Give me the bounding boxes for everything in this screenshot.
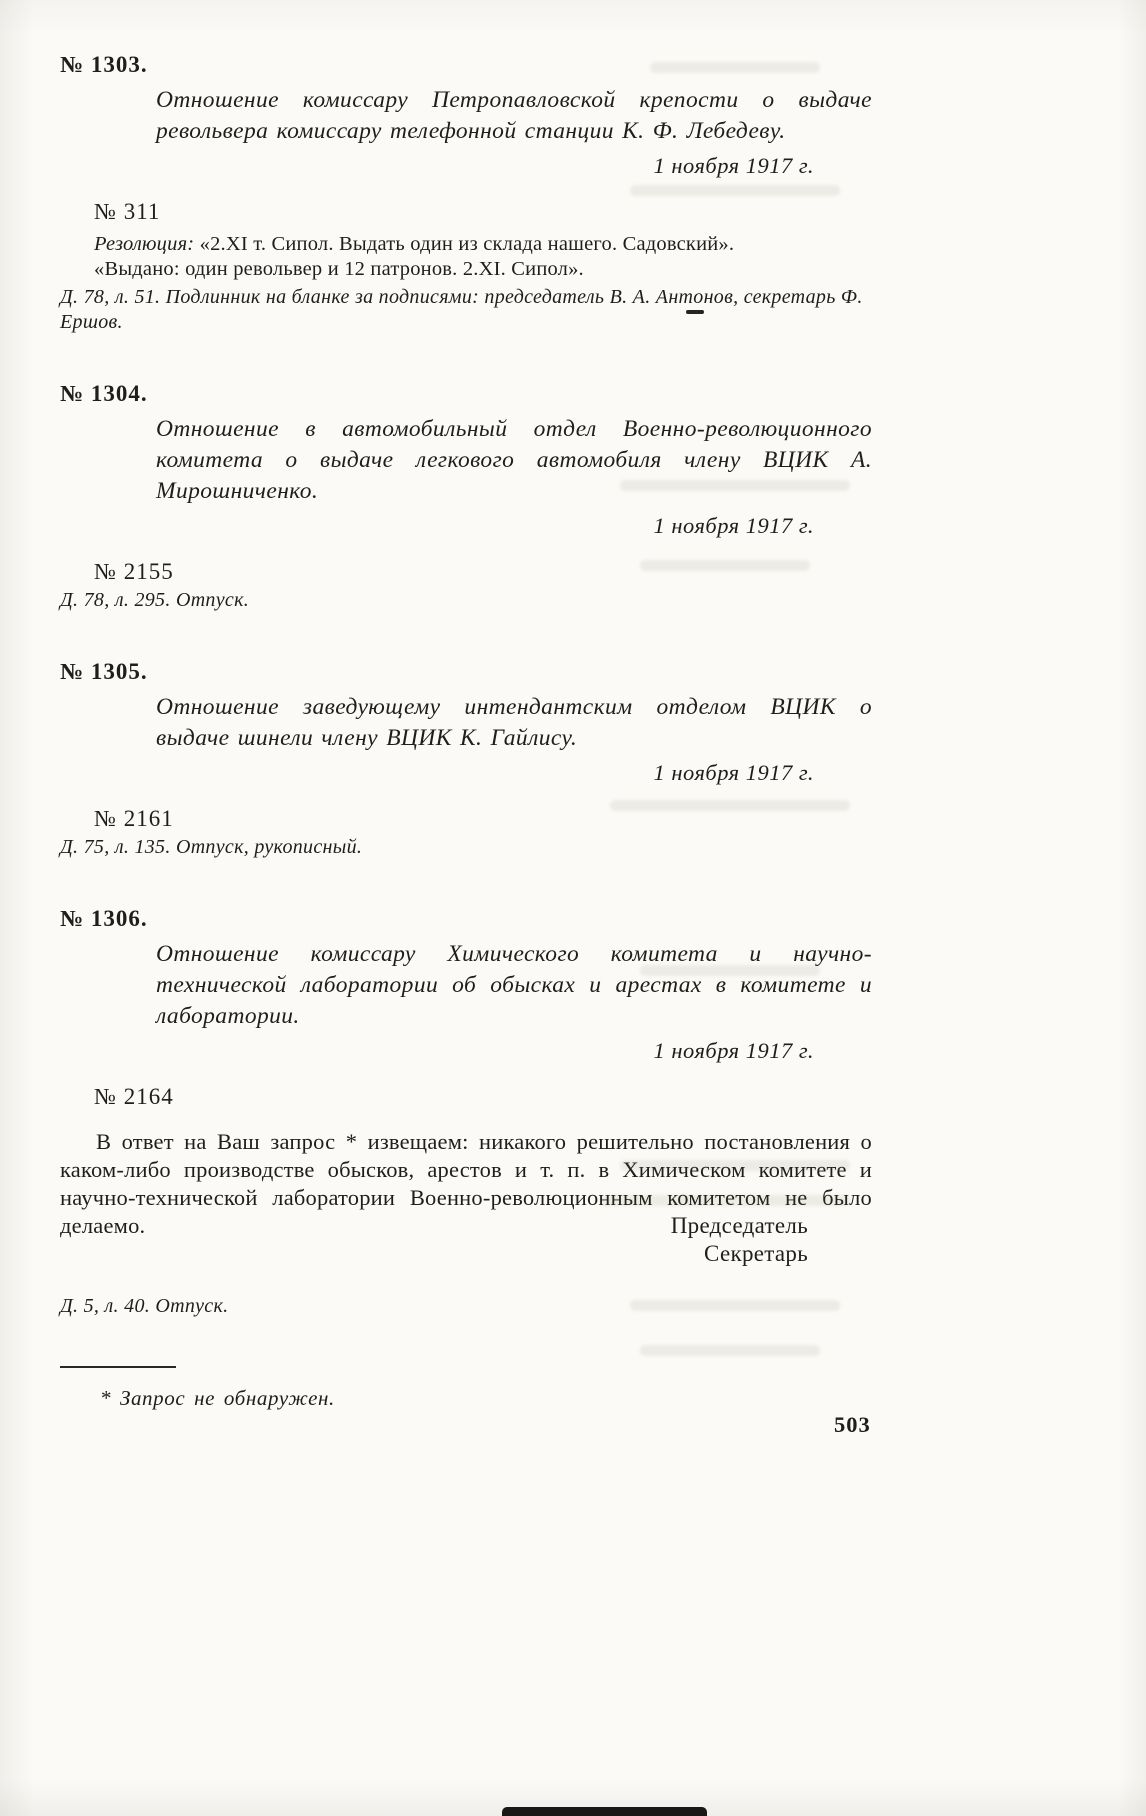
text-column bbox=[60, 52, 872, 1319]
resolution-note: «Выдано: один револьвер и 12 патронов. 2.XI. Сипол». bbox=[94, 258, 584, 280]
resolution-label: Резолюция: bbox=[94, 233, 195, 255]
entry-title: Отношение комиссару Петропавловской крепости о выдаче револьвера комиссару телефонной станции К. Ф. Лебедеву. bbox=[156, 87, 872, 144]
entry-title: Отношение в автомобильный отдел Военно-революционного комитета о выдаче легкового автомобиля члену ВЦИК А. Мирошниченко. bbox=[156, 416, 872, 504]
stray-mark-artifact bbox=[686, 310, 704, 314]
ink-smudge-artifact bbox=[502, 1807, 707, 1816]
archive-entry-1305 bbox=[60, 659, 872, 860]
entry-title: Отношение комиссару Химического комитета и научно-технической лаборатории об обысках и арестах в комитете и лаборатории. bbox=[156, 941, 872, 1029]
footnote-separator bbox=[60, 1366, 176, 1368]
entry-number: № 1305. bbox=[60, 659, 148, 684]
doc-number: № 2161 bbox=[94, 806, 174, 831]
page-number: 503 bbox=[834, 1412, 871, 1437]
entry-date: 1 ноября 1917 г. bbox=[653, 760, 814, 785]
signature-secretary: Секретарь bbox=[704, 1241, 808, 1266]
entry-title: Отношение заведующему интендантским отделом ВЦИК о выдаче шинели члену ВЦИК К. Гайлису. bbox=[156, 694, 872, 751]
archival-reference: Д. 75, л. 135. Отпуск, рукописный. bbox=[60, 836, 363, 858]
signature-chairman: Председатель bbox=[670, 1213, 808, 1238]
entry-number: № 1306. bbox=[60, 906, 148, 931]
document-body-paragraph: В ответ на Ваш запрос * извещаем: никакого решительно постановления о каком-либо производстве обысков, арестов и т. п. в Химическом комитете и научно-технической лаборатории Военно-революционным комитетом не было делаемо. bbox=[60, 1129, 872, 1238]
entry-number: № 1304. bbox=[60, 381, 148, 406]
archive-entry-1303 bbox=[60, 52, 872, 335]
resolution-line bbox=[94, 232, 872, 257]
archival-reference: Д. 78, л. 51. Подлинник на бланке за подписями: председатель В. А. Антонов, секретарь Ф. Ершов. bbox=[60, 286, 863, 333]
resolution-text: «2.XI т. Сипол. Выдать один из склада нашего. Садовский». bbox=[199, 233, 735, 255]
entry-date: 1 ноября 1917 г. bbox=[653, 153, 814, 178]
archive-entry-1306 bbox=[60, 906, 872, 1319]
archival-reference: Д. 78, л. 295. Отпуск. bbox=[60, 589, 250, 611]
entry-date: 1 ноября 1917 г. bbox=[653, 513, 814, 538]
footnote-text: * Запрос не обнаружен. bbox=[100, 1386, 335, 1410]
archival-reference: Д. 5, л. 40. Отпуск. bbox=[60, 1295, 229, 1317]
entry-date: 1 ноября 1917 г. bbox=[653, 1038, 814, 1063]
bleedthrough-artifact bbox=[640, 1345, 820, 1356]
doc-number: № 2164 bbox=[94, 1084, 174, 1109]
signature-block bbox=[60, 1212, 872, 1268]
entry-number: № 1303. bbox=[60, 52, 148, 77]
archive-entry-1304 bbox=[60, 381, 872, 613]
doc-number: № 311 bbox=[94, 199, 161, 224]
doc-number: № 2155 bbox=[94, 559, 174, 584]
